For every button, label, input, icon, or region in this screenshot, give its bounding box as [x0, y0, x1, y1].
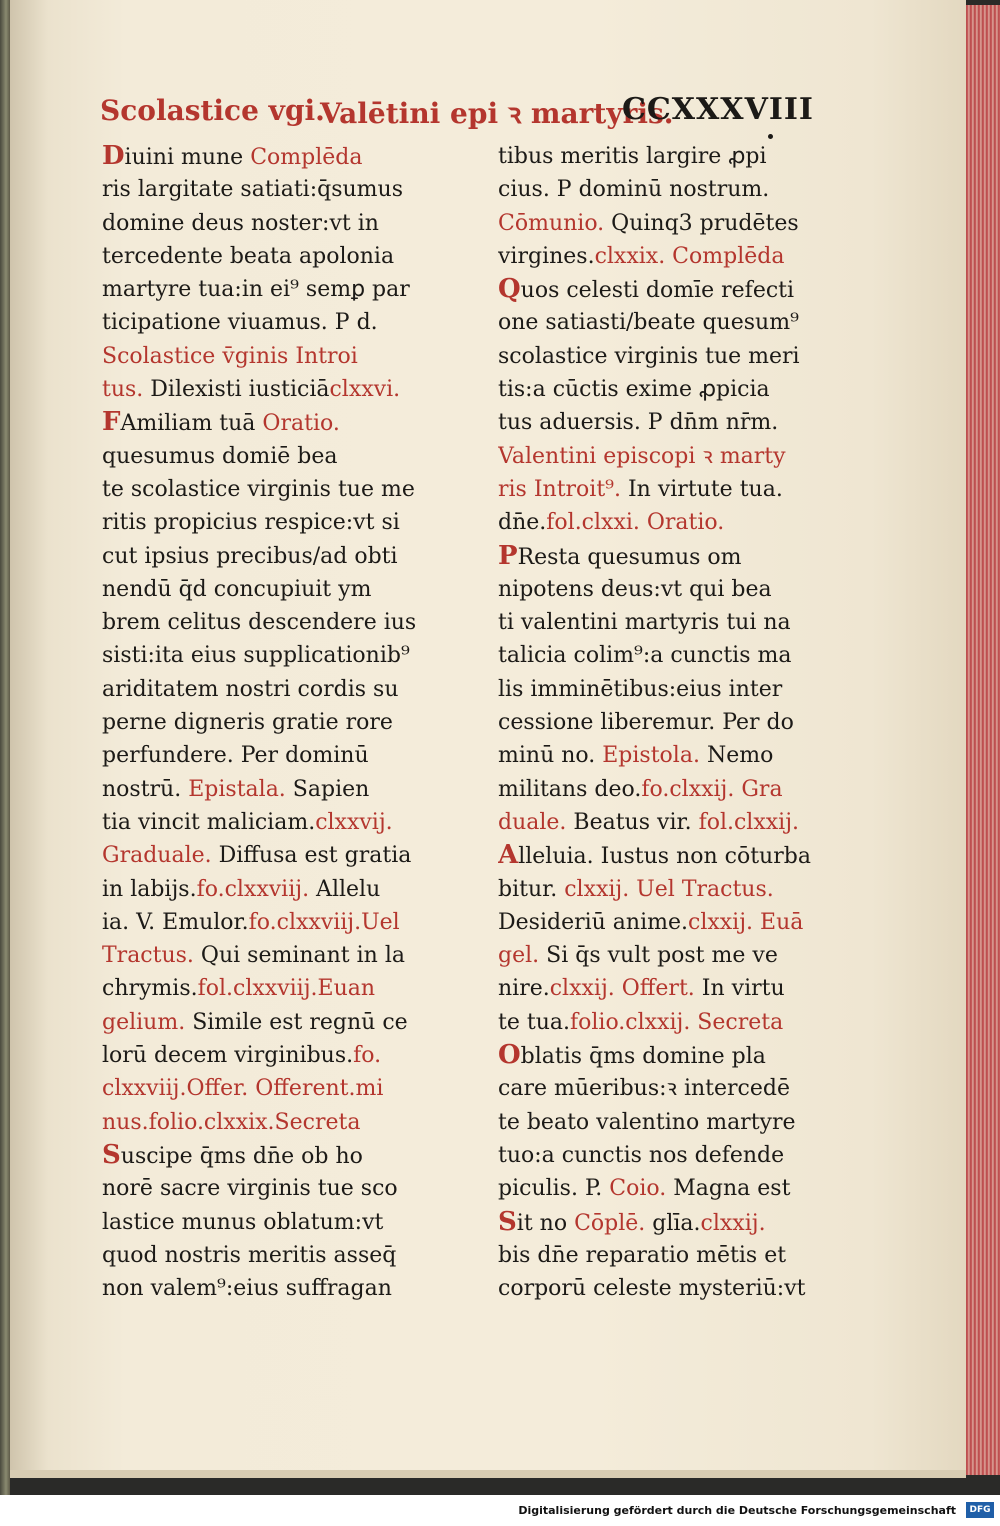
- rubric-text: clxxvij.: [315, 809, 393, 835]
- rubric-text: folio.clxxij. Secreta: [569, 1009, 784, 1035]
- text-line: [102, 906, 444, 939]
- text-line: [498, 972, 838, 1005]
- text-line: [102, 706, 444, 739]
- body-text: te beato valentino martyre: [498, 1109, 796, 1135]
- rubric-text: clxxij. Offert.: [549, 976, 695, 1002]
- rubric-text: fo.clxxviij.: [196, 876, 310, 902]
- rubric-text: fol.clxxij.: [691, 809, 800, 835]
- body-text: Dilexisti iusticiā: [143, 377, 330, 403]
- body-text: tus aduersis. P dn̄m nr̄m.: [498, 410, 779, 436]
- rubric-text: fo.clxxviij.Uel: [248, 909, 400, 935]
- text-line: [102, 440, 444, 473]
- text-line: [498, 1206, 838, 1239]
- rubric-text: clxxvi.: [329, 377, 401, 403]
- text-line: [498, 1239, 838, 1272]
- body-text: ti valentini martyris tui na: [498, 610, 791, 636]
- rubric-text: Offerent.: [248, 1076, 356, 1102]
- body-text: ris largitate satiati:q̄sumus: [102, 177, 403, 203]
- body-text: te scolastice virginis tue me: [102, 476, 415, 502]
- text-line: [498, 706, 838, 739]
- body-text: corporū celeste mysteriū:vt: [498, 1276, 806, 1302]
- text-line: [498, 573, 838, 606]
- text-line: [102, 1272, 444, 1305]
- body-text: bis dn̄e reparatio mētis et: [498, 1242, 787, 1268]
- body-text: uscipe q̄ms dn̄e ob ho: [120, 1143, 363, 1169]
- body-text: militans deo.: [498, 776, 642, 802]
- body-text: lis imminētibus:eius inter: [498, 676, 783, 702]
- body-text: bitur.: [498, 876, 558, 902]
- text-line: [498, 240, 838, 273]
- text-line: [102, 473, 444, 506]
- body-text: lorū decem virginibus.: [102, 1043, 354, 1069]
- text-line: [102, 806, 444, 839]
- text-line: [102, 639, 444, 672]
- text-line: [498, 1272, 838, 1305]
- rubricated-initial: F: [102, 407, 121, 438]
- body-text: cessione liberemur. Per do: [498, 710, 794, 736]
- text-line: [102, 739, 444, 772]
- book-gutter: [0, 0, 10, 1495]
- text-line: [498, 673, 838, 706]
- rubric-text: Scolastice v̄ginis Introi: [102, 343, 358, 369]
- text-line: [498, 873, 838, 906]
- body-text: brem celitus descendere ius: [102, 610, 417, 636]
- text-line: [498, 140, 838, 173]
- text-line: [498, 306, 838, 339]
- body-text: perfundere. Per dominū: [102, 743, 369, 769]
- folio-number: CCXXXVIII: [622, 92, 814, 127]
- body-text: care mūeribus:ꝛ intercedē: [498, 1076, 790, 1102]
- text-line: [102, 773, 444, 806]
- body-text: quesumus domiē bea: [102, 443, 338, 469]
- text-line: [498, 540, 838, 573]
- body-text: Magna est: [666, 1176, 791, 1202]
- text-line: [102, 939, 444, 972]
- text-line: [498, 1039, 838, 1072]
- rubric-text: Oratio.: [255, 411, 340, 437]
- rubricated-initial: Q: [498, 274, 521, 305]
- text-line: [498, 506, 838, 539]
- rubric-text: Coio.: [602, 1176, 667, 1202]
- body-text: scolastice virginis tue meri: [498, 343, 800, 369]
- text-line: [498, 373, 838, 406]
- body-text: norē sacre virginis tue sco: [102, 1176, 398, 1202]
- body-text: martyre tua:in ei⁹ semꝑ par: [102, 277, 410, 303]
- body-text: In virtute tua.: [621, 476, 783, 502]
- rubric-text: gel.: [498, 943, 540, 969]
- body-text: Beatus vir.: [566, 809, 692, 835]
- body-text: Simile est regnū ce: [185, 1009, 408, 1035]
- body-text: Quinq3 prudētes: [604, 210, 799, 236]
- left-text-column: [102, 140, 444, 1305]
- rubricated-initial: O: [498, 1040, 521, 1071]
- body-text: it no: [516, 1210, 568, 1236]
- text-line: [102, 1139, 444, 1172]
- text-line: [498, 739, 838, 772]
- rubric-text: fol.clxxviij.Euan: [197, 976, 376, 1002]
- body-text: ticipatione viuamus. P d.: [102, 310, 378, 336]
- text-line: [102, 1006, 444, 1039]
- text-line: [498, 1139, 838, 1172]
- text-line: [102, 873, 444, 906]
- text-line: [498, 806, 838, 839]
- body-text: chrymis.: [102, 976, 198, 1002]
- text-line: [102, 506, 444, 539]
- text-line: [102, 1172, 444, 1205]
- rubric-text: mi: [355, 1076, 384, 1102]
- text-line: [102, 540, 444, 573]
- body-text: tuo:a cunctis nos defende: [498, 1142, 785, 1168]
- rubric-text: Cōmunio.: [498, 210, 605, 236]
- book-page: [10, 0, 966, 1478]
- text-line: [498, 173, 838, 206]
- text-line: [102, 1239, 444, 1272]
- body-text: Qui seminant in la: [193, 943, 405, 969]
- dfg-logo: DFG: [966, 1502, 994, 1518]
- text-line: [498, 1172, 838, 1205]
- rubric-text: Tractus.: [102, 943, 194, 969]
- body-text: domine deus noster:vt in: [102, 210, 379, 236]
- rubric-text: Epistala.: [181, 776, 286, 802]
- funding-credit: Digitalisierung gefördert durch die Deutsche Forschungsgemeinschaft: [518, 1504, 956, 1517]
- text-line: [102, 173, 444, 206]
- body-text: quod nostris meritis asseq̄: [102, 1242, 397, 1268]
- body-text: nipotens deus:vt qui bea: [498, 576, 772, 602]
- text-line: [498, 440, 838, 473]
- body-text: perne digneris gratie rore: [102, 710, 393, 736]
- body-text: iuini mune: [124, 145, 244, 170]
- body-text: Desideriū anime.: [498, 909, 688, 935]
- rubric-text: clxxij.: [700, 1210, 766, 1236]
- text-line: [102, 340, 444, 373]
- body-text: Si q̄s vult post me ve: [539, 943, 778, 969]
- text-line: [498, 406, 838, 439]
- body-text: dn̄e.: [498, 510, 547, 536]
- body-text: non valem⁹:eius suffragan: [102, 1276, 392, 1302]
- body-text: tibus meritis largire ꝓpi: [498, 144, 767, 169]
- text-line: [102, 606, 444, 639]
- text-line: [498, 1106, 838, 1139]
- body-text: te tua.: [498, 1009, 570, 1035]
- body-text: ia. V. Emulor.: [102, 909, 249, 935]
- body-text: tia vincit maliciam.: [102, 809, 316, 835]
- rubric-text: gelium.: [102, 1009, 186, 1035]
- body-text: talicia colim⁹:a cunctis ma: [498, 643, 792, 669]
- rubric-text: fo.: [353, 1043, 382, 1069]
- rubric-text: Epistola.: [595, 743, 700, 769]
- text-line: [498, 207, 838, 240]
- text-line: [498, 273, 838, 306]
- body-text: nostrū.: [102, 776, 182, 802]
- text-line: [498, 606, 838, 639]
- text-line: [102, 240, 444, 273]
- body-text: Nemo: [699, 743, 774, 769]
- body-text: cius. P dominū nostrum.: [498, 177, 770, 203]
- text-line: [498, 473, 838, 506]
- text-line: [102, 140, 444, 173]
- text-line: [498, 1072, 838, 1105]
- rubric-text: fo.clxxij. Gra: [641, 776, 783, 802]
- footer-bar: [0, 1495, 1000, 1526]
- rubric-text: clxxviij.Offer.: [102, 1076, 249, 1102]
- rubric-text: nus.folio.clxxix.Secreta: [102, 1109, 361, 1135]
- text-line: [102, 972, 444, 1005]
- rubric-text: clxxij. Uel Tractus.: [557, 876, 774, 902]
- rubric-text: Graduale.: [102, 843, 212, 869]
- body-text: In virtu: [694, 976, 785, 1002]
- body-text: Amiliam tuā: [120, 411, 256, 437]
- body-text: lleluia. Iustus non cōturba: [518, 844, 811, 870]
- text-line: [498, 773, 838, 806]
- body-text: cut ipsius precibus/ad obti: [102, 543, 398, 569]
- text-line: [102, 306, 444, 339]
- body-text: blatis q̄ms domine pla: [520, 1044, 766, 1070]
- text-line: [102, 1072, 444, 1105]
- rubricated-initial: D: [102, 141, 125, 171]
- body-text: nire.: [498, 976, 550, 1002]
- rubric-text: fol.clxxi. Oratio.: [546, 510, 725, 536]
- text-line: [102, 573, 444, 606]
- rubric-text: ris Introit⁹.: [498, 476, 621, 502]
- body-text: minū no.: [498, 743, 596, 769]
- running-header: [10, 92, 966, 136]
- body-text: uos celesti domīe refecti: [520, 278, 795, 304]
- body-text: virgines.: [498, 243, 595, 269]
- text-line: [102, 207, 444, 240]
- body-text: in labijs.: [102, 876, 197, 902]
- text-line: [102, 1039, 444, 1072]
- header-left-rubric: Scolastice vgi.: [100, 94, 325, 127]
- body-text: tis:a cūctis exime ꝓpicia: [498, 377, 770, 403]
- rubric-text: Complēda: [243, 145, 363, 170]
- page-edges-red: [966, 5, 1000, 1475]
- body-text: Sapien: [285, 776, 370, 802]
- text-line: [102, 1106, 444, 1139]
- rubric-text: duale.: [498, 809, 567, 835]
- text-line: [102, 373, 444, 406]
- rubric-text: Cōplē.: [567, 1210, 646, 1236]
- rubricated-initial: S: [102, 1139, 121, 1170]
- body-text: ritis propicius respice:vt si: [102, 510, 400, 536]
- body-text: Diffusa est gratia: [211, 843, 412, 869]
- body-text: piculis. P.: [498, 1176, 603, 1202]
- body-text: nendū q̄d concupiuit ym: [102, 576, 372, 602]
- text-line: [102, 673, 444, 706]
- body-text: ariditatem nostri cordis su: [102, 676, 399, 702]
- text-line: [102, 273, 444, 306]
- text-line: [498, 839, 838, 872]
- rubricated-initial: S: [498, 1206, 517, 1237]
- text-line: [498, 639, 838, 672]
- rubric-text: tus.: [102, 377, 144, 403]
- rubric-text: Valentini episcopi ꝛ marty: [498, 443, 786, 469]
- text-line: [498, 906, 838, 939]
- text-line: [102, 406, 444, 439]
- body-text: Allelu: [309, 876, 381, 902]
- text-line: [102, 839, 444, 872]
- text-line: [498, 939, 838, 972]
- ink-dot: [768, 134, 773, 139]
- body-text: lastice munus oblatum:vt: [102, 1209, 384, 1235]
- rubricated-initial: P: [498, 540, 518, 571]
- right-text-column: [498, 140, 838, 1305]
- text-line: [498, 340, 838, 373]
- rubricated-initial: A: [498, 840, 519, 871]
- text-line: [498, 1006, 838, 1039]
- text-line: [102, 1206, 444, 1239]
- rubric-text: clxxix. Complēda: [594, 243, 785, 269]
- rubric-text: clxxij. Euā: [688, 909, 804, 935]
- body-text: tercedente beata apolonia: [102, 243, 395, 269]
- body-text: glīa.: [645, 1210, 701, 1236]
- body-text: sisti:ita eius supplicationib⁹: [102, 643, 410, 669]
- body-text: one satiasti/beate quesum⁹: [498, 310, 799, 336]
- body-text: Resta quesumus om: [517, 544, 742, 570]
- header-middle-rubric: Valētini epi ꝛ martyris.: [320, 97, 674, 130]
